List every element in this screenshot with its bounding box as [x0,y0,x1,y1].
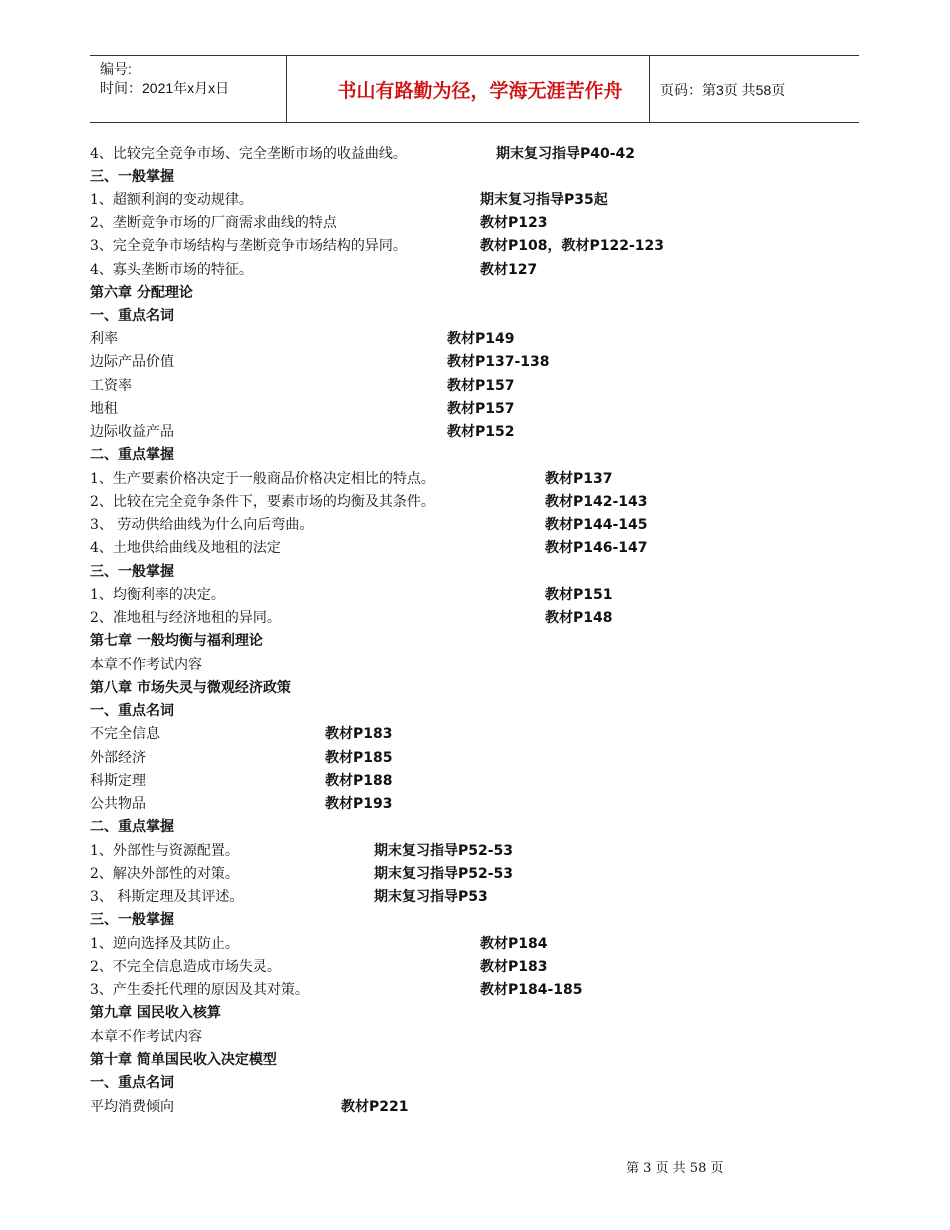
section-heading: 二、重点掌握 [90,447,174,463]
section-heading: 三、一般掌握 [90,564,174,580]
document-time: 时间：2021年x月x日 [100,80,230,96]
line-ref: 教材P149 [447,331,515,347]
page-header [90,55,859,123]
line-ref: 教材P185 [325,750,393,766]
line-text: 科斯定理 [90,773,146,789]
header-slogan: 书山有路勤为径，学海无涯苦作舟 [337,80,623,102]
chapter-heading: 第七章 一般均衡与福利理论 [90,633,263,649]
line-ref: 教材127 [480,262,538,278]
line-text: 外部经济 [90,750,146,766]
line-text: 1、外部性与资源配置。 [90,843,239,859]
section-heading: 二、重点掌握 [90,819,174,835]
line-text: 利率 [90,331,118,347]
document-number-label: 编号: [100,61,132,77]
line-text: 1、超额利润的变动规律。 [90,192,253,208]
line-ref: 教材P184-185 [480,982,583,998]
line-ref: 教材P184 [480,936,548,952]
chapter-heading: 第九章 国民收入核算 [90,1005,221,1021]
header-divider [286,56,287,122]
header-meta [100,60,229,98]
line-text: 3、 科斯定理及其评述。 [90,889,244,905]
line-ref: 教材P108，教材P122-123 [480,238,665,254]
line-ref: 教材P137-138 [447,354,550,370]
line-text: 边际收益产品 [90,424,174,440]
line-text: 3、产生委托代理的原因及其对策。 [90,982,309,998]
line-ref: 教材P157 [447,378,515,394]
line-text: 4、寡头垄断市场的特征。 [90,262,253,278]
line-ref: 期末复习指导P35起 [480,192,608,208]
line-text: 3、完全竞争市场结构与垄断竞争市场结构的异同。 [90,238,407,254]
chapter-heading: 第六章 分配理论 [90,285,193,301]
line-text: 不完全信息 [90,726,160,742]
chapter-heading: 第十章 简单国民收入决定模型 [90,1052,277,1068]
line-text: 工资率 [90,378,132,394]
line-text: 4、比较完全竞争市场、完全垄断市场的收益曲线。 [90,146,407,162]
line-text: 4、土地供给曲线及地租的法定 [90,540,281,556]
line-text: 2、垄断竞争市场的厂商需求曲线的特点 [90,215,337,231]
line-text: 2、不完全信息造成市场失灵。 [90,959,281,975]
line-ref: 教材P183 [480,959,548,975]
chapter-heading: 第八章 市场失灵与微观经济政策 [90,680,291,696]
line-ref: 教材P188 [325,773,393,789]
line-text: 2、准地租与经济地租的异同。 [90,610,281,626]
line-ref: 教材P151 [545,587,613,603]
line-ref: 期末复习指导P52-53 [374,866,514,882]
line-text: 平均消费倾向 [90,1099,174,1115]
section-heading: 三、一般掌握 [90,912,174,928]
line-ref: 教材P137 [545,471,613,487]
line-text: 地租 [90,401,118,417]
line-text: 1、逆向选择及其防止。 [90,936,239,952]
line-text: 公共物品 [90,796,146,812]
line-ref: 教材P123 [480,215,548,231]
line-text: 1、生产要素价格决定于一般商品价格决定相比的特点。 [90,471,435,487]
line-ref: 期末复习指导P40-42 [496,146,636,162]
line-text: 1、均衡利率的决定。 [90,587,225,603]
line-text: 2、解决外部性的对策。 [90,866,239,882]
line-text: 2、比较在完全竞争条件下，要素市场的均衡及其条件。 [90,494,435,510]
line-text: 本章不作考试内容 [90,1029,202,1045]
line-ref: 教材P183 [325,726,393,742]
section-heading: 一、重点名词 [90,1075,174,1091]
line-ref: 教材P157 [447,401,515,417]
page-footer: 第 3 页 共 58 页 [626,1161,724,1176]
line-ref: 教材P144-145 [545,517,648,533]
line-ref: 期末复习指导P53 [374,889,488,905]
line-ref: 教材P148 [545,610,613,626]
line-ref: 教材P193 [325,796,393,812]
line-ref: 教材P142-143 [545,494,648,510]
line-text: 本章不作考试内容 [90,657,202,673]
header-page-info: 页码：第3页 共58页 [660,82,786,98]
section-heading: 三、一般掌握 [90,169,174,185]
line-ref: 教材P152 [447,424,515,440]
line-text: 边际产品价值 [90,354,174,370]
section-heading: 一、重点名词 [90,703,174,719]
line-ref: 教材P221 [341,1099,409,1115]
line-ref: 期末复习指导P52-53 [374,843,514,859]
section-heading: 一、重点名词 [90,308,174,324]
line-text: 3、 劳动供给曲线为什么向后弯曲。 [90,517,314,533]
line-ref: 教材P146-147 [545,540,648,556]
